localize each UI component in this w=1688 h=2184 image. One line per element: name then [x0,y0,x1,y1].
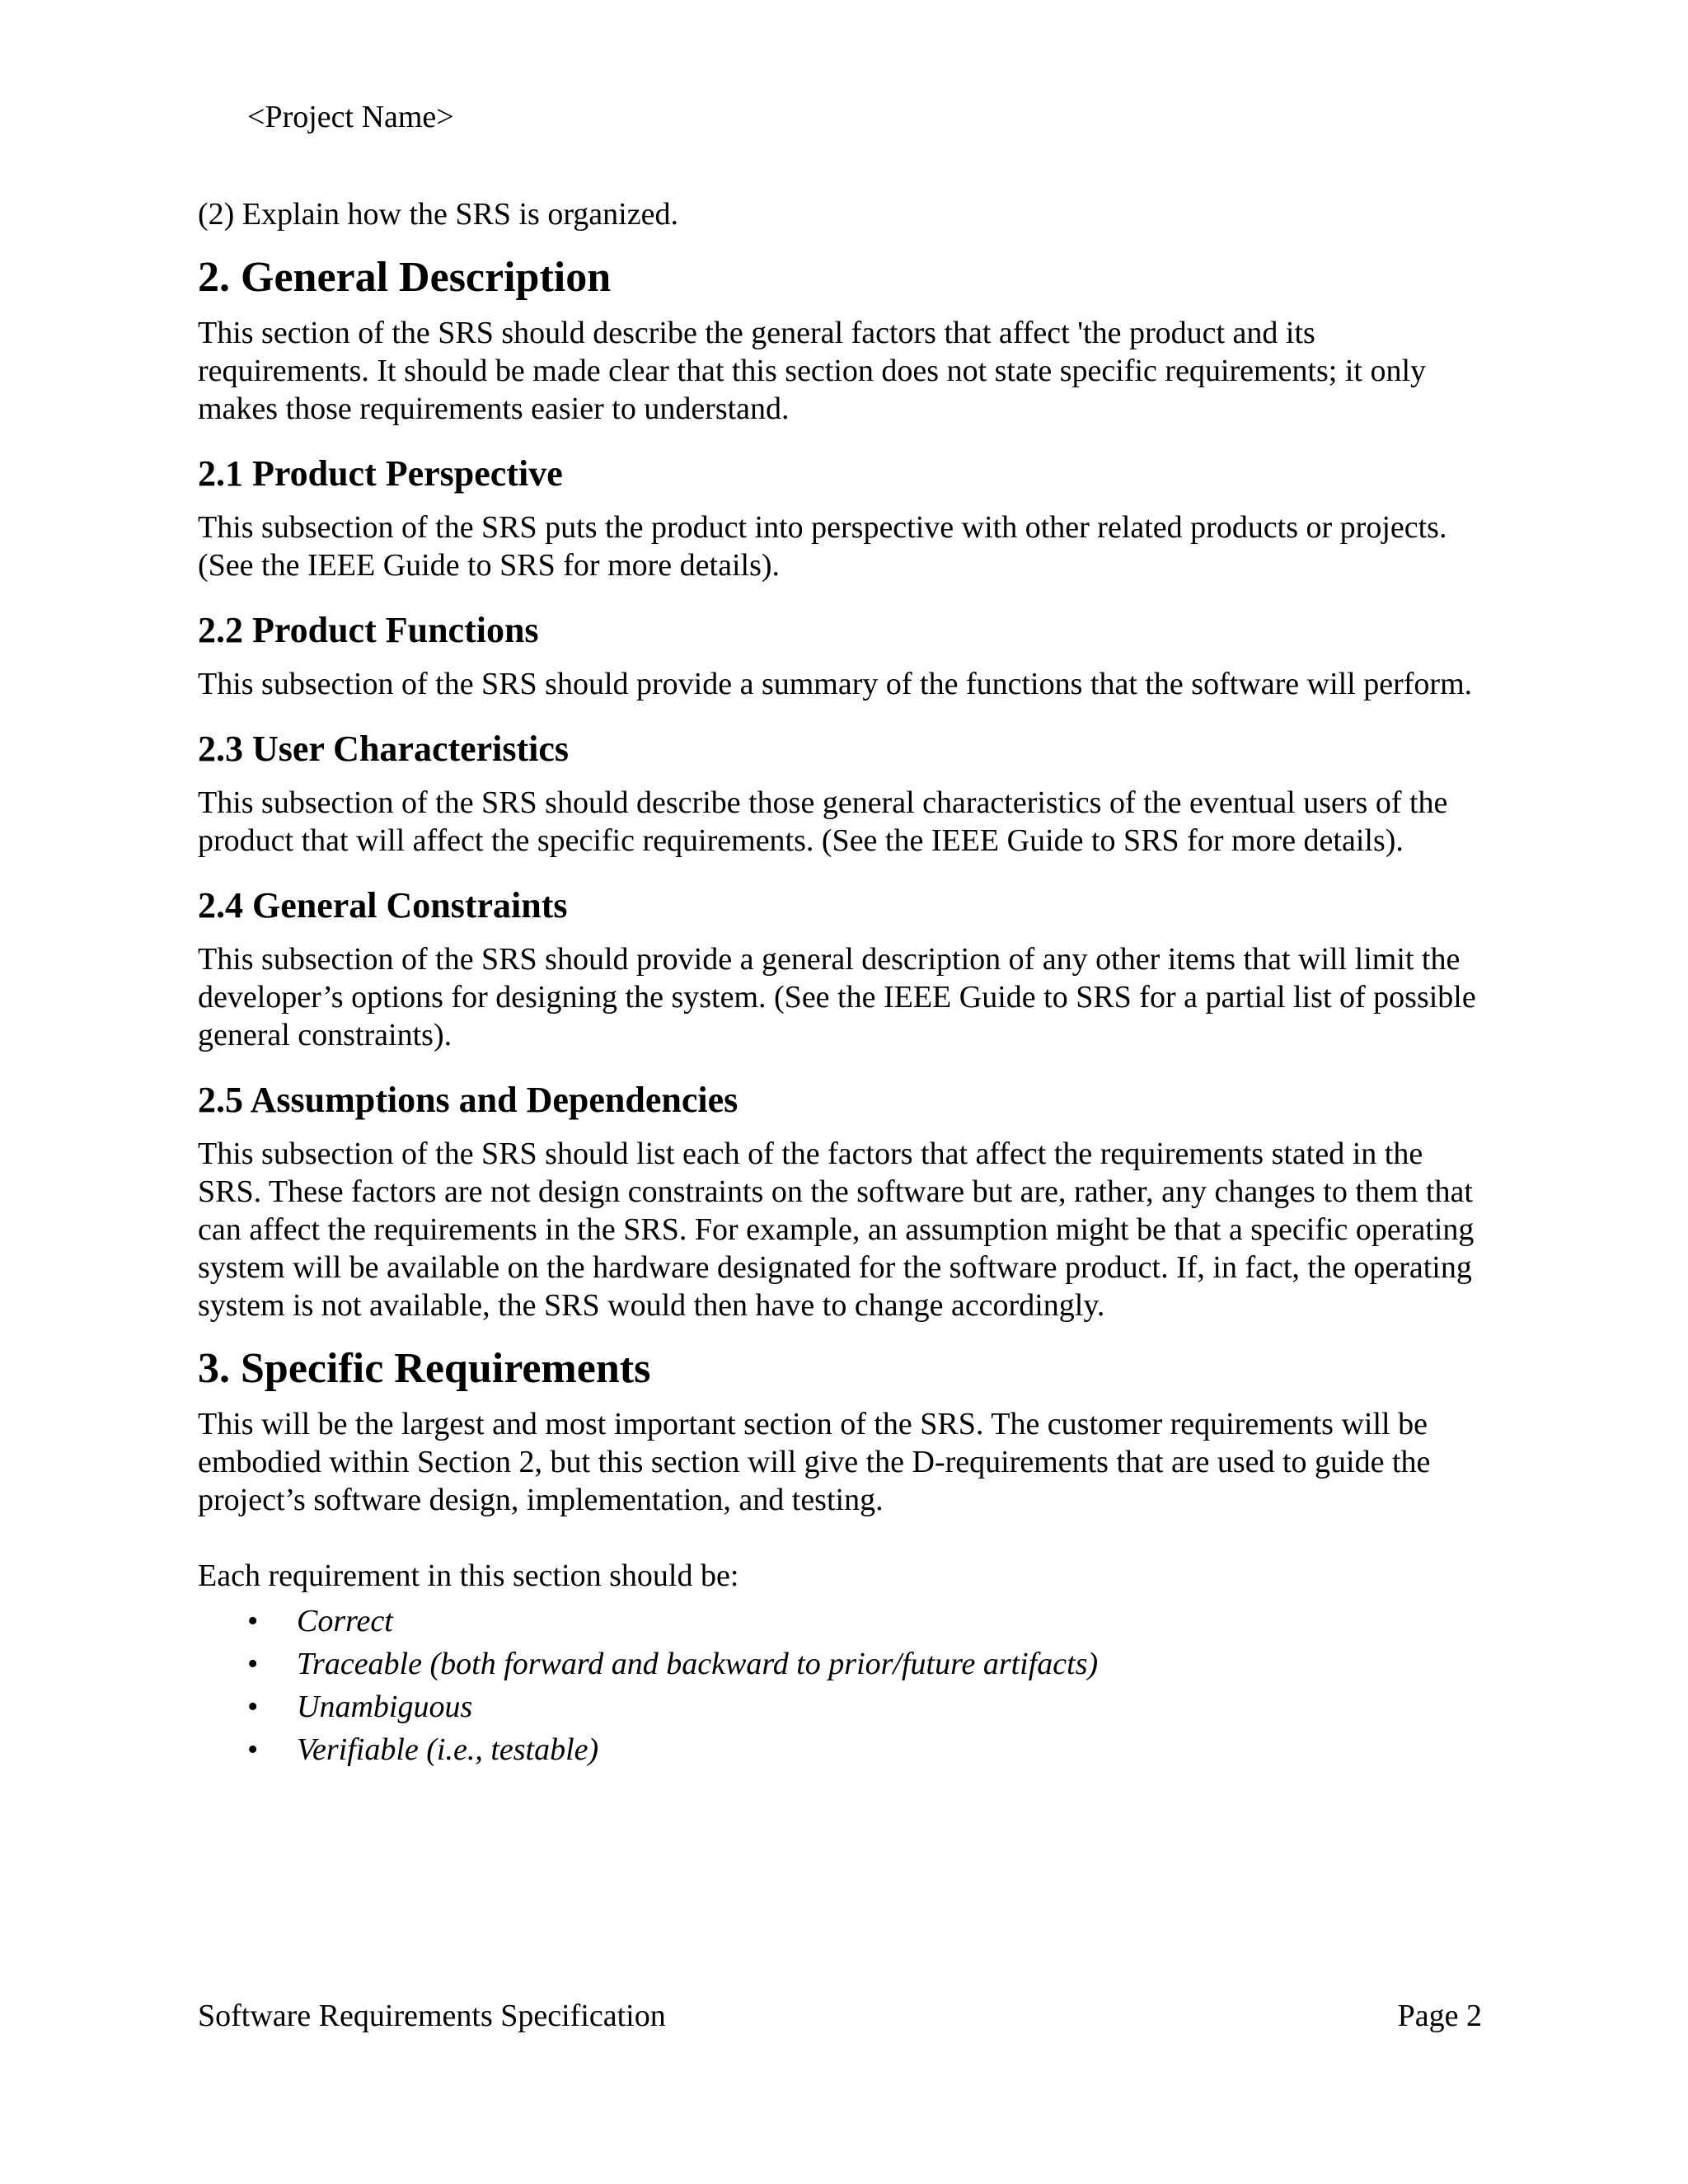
list-item [198,1685,1492,1728]
list-item [198,1643,1492,1685]
list-item-text: Verifiable (i.e., testable) [297,1732,599,1767]
bullet-icon: • [247,1732,259,1767]
subsection-2-5-heading: 2.5 Assumptions and Dependencies [198,1080,738,1120]
footer-page-number: Page 2 [1397,1999,1482,2033]
subsection-2-2-heading: 2.2 Product Functions [198,610,539,650]
subsection-2-1-heading: 2.1 Product Perspective [198,453,563,494]
list-item [198,1728,1492,1771]
section-2-body: This section of the SRS should describe the general factors that affect 'the product and its requirements. It should be made clear that this section does not state specific requirements; it only makes those requirements easier to understand. [198,316,1427,426]
organization-note: (2) Explain how the SRS is organized. [198,197,678,232]
subsection-2-5-body: This subsection of the SRS should list each of the factors that affect the requirements stated in the SRS. These factors are not design constraints on the software but are, rather, any changes to them that can affect the requirements in the SRS. For example, an assumption might be that a specific operating system will be available on the hardware designated for the software product. If, in fact, the operating system is not available, the SRS would then have to change accordingly. [198,1137,1475,1323]
bullet-icon: • [247,1690,259,1724]
requirement-qualities-list [198,1600,1492,1771]
section-3-heading: 3. Specific Requirements [198,1345,651,1392]
section-3-body: This will be the largest and most important section of the SRS. The customer requirements will be embodied within Section 2, but this section will give the D-requirements that are used to guide the project’s software design, implementation, and testing. [198,1407,1431,1517]
footer-document-title: Software Requirements Specification [198,1999,666,2033]
list-item [198,1600,1492,1643]
subsection-2-3-body: This subsection of the SRS should describe those general characteristics of the eventual users of the product that will affect the specific requirements. (See the IEEE Guide to SRS for more details). [198,785,1448,858]
bullet-icon: • [247,1647,259,1681]
subsection-2-3-heading: 2.3 User Characteristics [198,729,570,769]
subsection-2-2-body: This subsection of the SRS should provide a summary of the functions that the software will perform. [198,667,1473,701]
list-item-text: Unambiguous [297,1690,473,1724]
subsection-2-1-body: This subsection of the SRS puts the product into perspective with other related products or projects. (See the IEEE Guide to SRS for more details). [198,510,1447,583]
subsection-2-4-body: This subsection of the SRS should provide a general description of any other items that will limit the developer’s options for designing the system. (See the IEEE Guide to SRS for a partial list of possible general constraints). [198,942,1476,1052]
header-project-name: <Project Name> [247,100,454,134]
section-2-heading: 2. General Description [198,254,612,301]
page-content [198,195,1492,1771]
list-item-text: Traceable (both forward and backward to prior/future artifacts) [297,1647,1099,1681]
list-item-text: Correct [297,1604,393,1638]
subsection-2-4-heading: 2.4 General Constraints [198,885,568,926]
requirements-list-intro: Each requirement in this section should be: [198,1558,739,1593]
bullet-icon: • [247,1604,259,1638]
